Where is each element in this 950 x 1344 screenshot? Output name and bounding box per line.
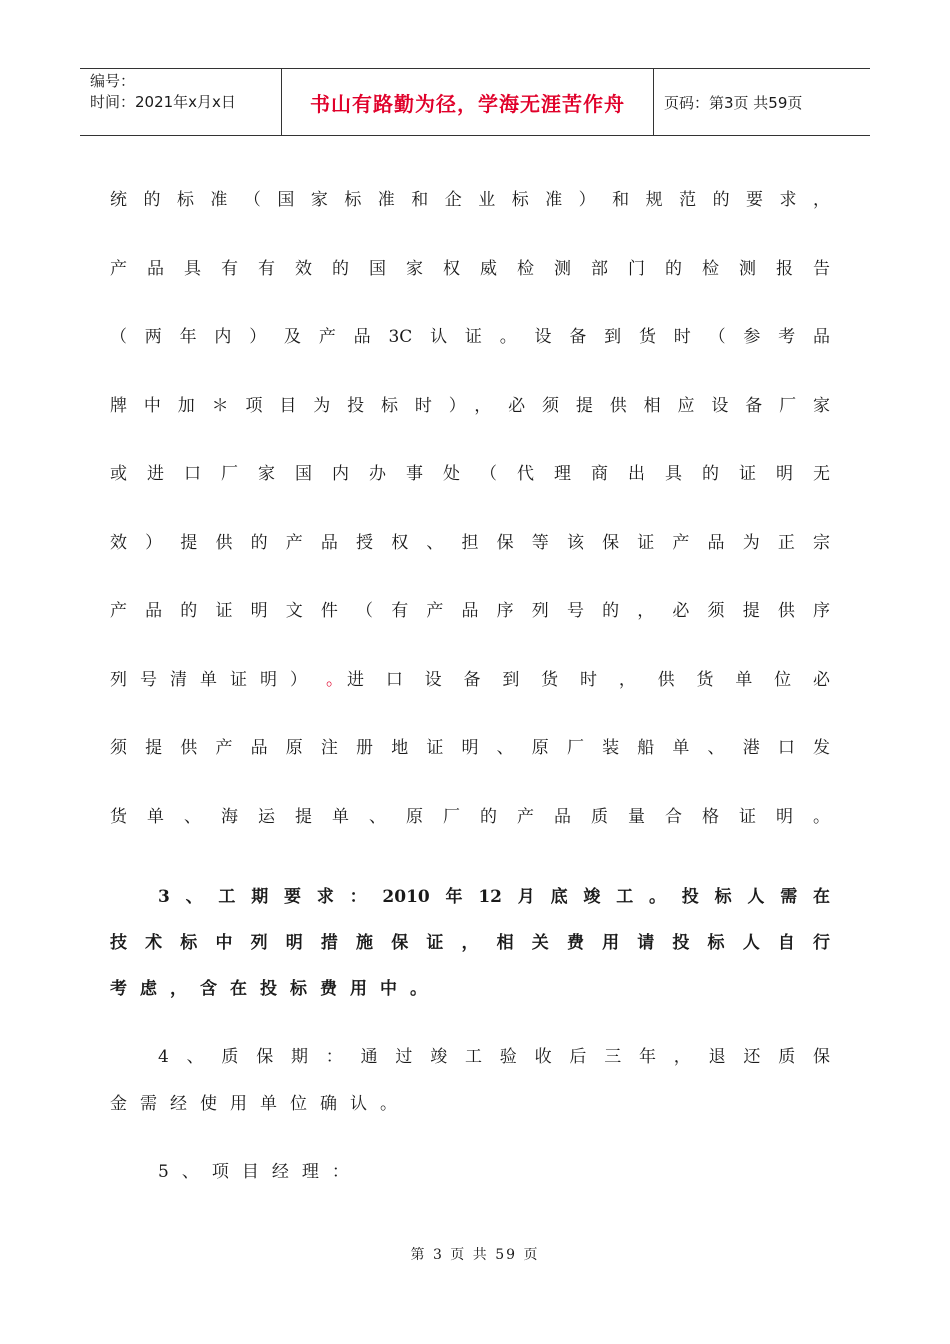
text-fragment: 进口设备到货时，供货单位必 xyxy=(347,670,830,690)
text-line-bold: 3、工期要求：2010年12月底竣工。投标人需在 xyxy=(158,887,830,907)
page-header xyxy=(80,68,870,136)
text-line: 产品具有有效的国家权威检测部门的检测报告 xyxy=(110,259,830,279)
text-line-bold: 技术标中列明措施保证，相关费用请投标人自行 xyxy=(110,933,830,953)
text-line-bold: 考虑，含在投标费用中。 xyxy=(110,979,440,999)
header-slogan: 书山有路勤为径，学海无涯苦作舟 xyxy=(282,69,654,135)
text-line: 5、项目经理： xyxy=(158,1162,362,1182)
header-page-info: 页码：第3页 共59页 xyxy=(664,93,803,112)
number-label: 编号： xyxy=(90,72,136,90)
text-fragment: 列号清单证明） xyxy=(110,670,320,690)
header-meta xyxy=(80,69,282,135)
text-line: 货单、海运提单、原厂的产品质量合格证明。 xyxy=(110,807,830,827)
page-footer: 第 3 页 共 59 页 xyxy=(410,1247,540,1263)
text-line: 须提供产品原注册地证明、原厂装船单、港口发 xyxy=(110,738,830,758)
text-line: 统的标准（国家标准和企业标准）和规范的要求， xyxy=(110,190,830,210)
text-line: 4、质保期：通过竣工验收后三年，退还质保 xyxy=(158,1047,830,1067)
red-period: 。 xyxy=(326,670,343,690)
text-line: 产品的证明文件（有产品序列号的，必须提供序 xyxy=(110,601,830,621)
text-line-mixed xyxy=(110,668,830,692)
text-line: 牌中加＊项目为投标时），必须提供相应设备厂家 xyxy=(110,396,830,416)
text-line: 或进口厂家国内办事处（代理商出具的证明无 xyxy=(110,464,830,484)
text-line: （两年内）及产品3C认证。设备到货时（参考品 xyxy=(110,327,830,347)
text-line: 效）提供的产品授权、担保等该保证产品为正宗 xyxy=(110,533,830,553)
text-line: 金需经使用单位确认。 xyxy=(110,1094,410,1114)
time-label: 时间：2021年x月x日 xyxy=(90,93,236,111)
